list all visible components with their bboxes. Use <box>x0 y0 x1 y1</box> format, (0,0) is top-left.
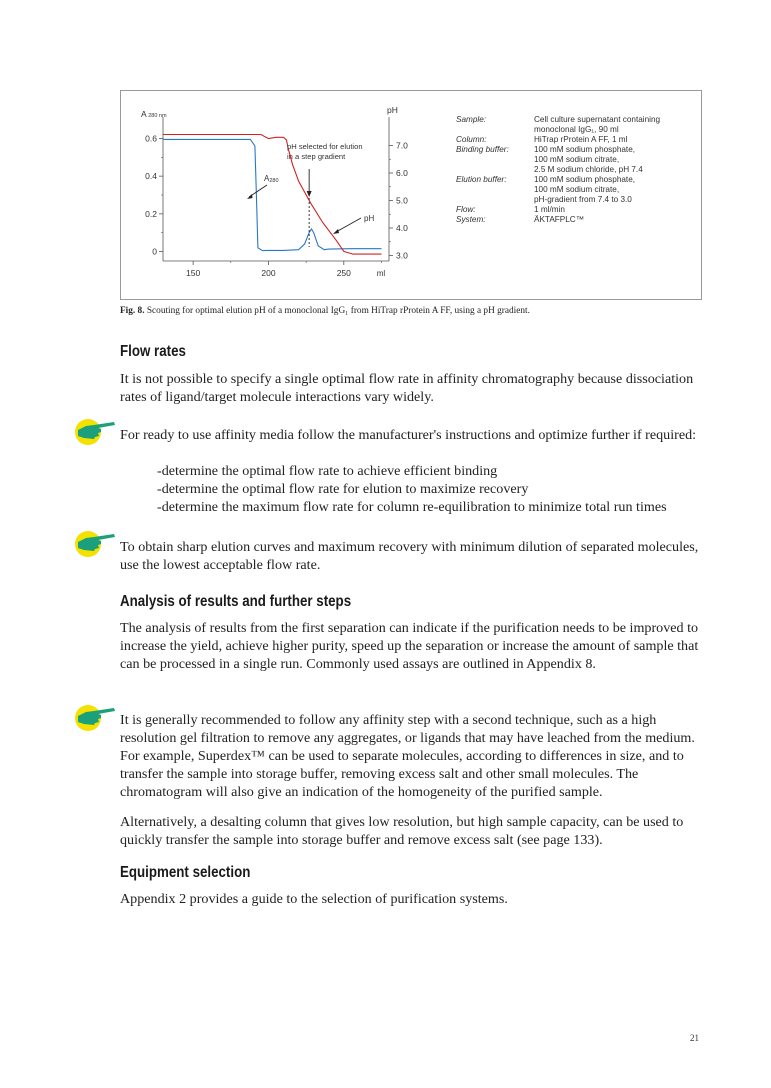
list-item: -determine the optimal flow rate to achieve efficient binding <box>157 463 498 479</box>
right-tick-label: 6.0 <box>396 168 408 178</box>
list-item: -determine the optimal flow rate for elution to maximize recovery <box>157 481 529 497</box>
figure-caption <box>120 306 530 316</box>
series-line-a280 <box>163 139 382 250</box>
caption-text: Scouting for optimal elution pH of a monoclonal IgG₁ from HiTrap rProtein A FF, using a pH gradient. <box>146 306 530 316</box>
info-value-line: Cell culture supernatant containing <box>534 115 661 124</box>
ph-annotation: pH <box>364 214 375 223</box>
equipment-paragraph: Appendix 2 provides a guide to the selection of purification systems. <box>120 891 508 907</box>
list-item: -determine the maximum flow rate for column re-equilibration to minimize total run times <box>157 499 667 515</box>
pointing-hand-icon <box>74 416 118 446</box>
a280-arrow-head <box>247 194 253 199</box>
right-tick-label: 3.0 <box>396 250 408 261</box>
series-line-ph <box>163 135 382 255</box>
info-value-line: 100 mM sodium phosphate, <box>534 145 636 154</box>
flow-rates-tip-1: For ready to use affinity media follow the manufacturer's instructions and optimize further if required: <box>120 427 697 443</box>
x-unit-label: ml <box>376 269 386 278</box>
pointing-hand-icon <box>74 528 118 558</box>
info-row <box>456 115 660 135</box>
y-left-axis-label <box>141 109 167 119</box>
info-value-line: 100 mM sodium citrate, <box>534 155 620 164</box>
info-value <box>534 135 660 145</box>
analysis-tip: It is generally recommended to follow any affinity step with a second technique, such as a high resolution gel filtration to remove any aggregates, or ligands that may have leached from the medium. For example, Superdex™ can be used to separate molecules, according to differences in size, and to transfer the sample into storage buffer, removing excess salt and other small molecules. The chromatogram will also give an indication of the homogeneity of the purified sample. <box>120 712 695 800</box>
info-value-line: ÄKTAFPLC™ <box>534 215 584 224</box>
a280-annotation <box>264 174 279 184</box>
left-tick-label: 0 <box>152 246 157 257</box>
page-number: 21 <box>690 1033 699 1043</box>
method-info <box>456 115 660 225</box>
info-value-line: 2.5 M sodium chloride, pH 7.4 <box>534 165 643 174</box>
info-label: Elution buffer: <box>456 175 507 184</box>
ph-arrow-head <box>333 229 339 234</box>
info-value <box>534 145 660 175</box>
flow-rates-paragraph: It is not possible to specify a single optimal flow rate in affinity chromatography because dissociation rates of ligand/target molecule interactions vary widely. <box>120 371 694 405</box>
info-value-line: HiTrap rProtein A FF, 1 ml <box>534 135 628 144</box>
y-right-axis-label: pH <box>387 105 398 115</box>
info-value <box>534 205 660 215</box>
flow-rates-tip-2: To obtain sharp elution curves and maximum recovery with minimum dilution of separated molecules, use the lowest acceptable flow rate. <box>120 539 699 573</box>
left-tick-label: 0.6 <box>145 133 157 144</box>
y-left-label-main: A <box>141 109 147 119</box>
right-tick-label: 7.0 <box>396 140 408 151</box>
elution-annotation-line1: pH selected for elution <box>287 142 363 151</box>
info-row <box>456 215 660 225</box>
right-tick-label: 5.0 <box>396 195 408 206</box>
left-tick-label: 0.4 <box>145 171 157 182</box>
ph-arrow-shaft <box>336 218 361 232</box>
info-row <box>456 175 660 205</box>
heading-flow-rates: Flow rates <box>120 343 186 360</box>
info-row <box>456 205 660 215</box>
info-row <box>456 135 660 145</box>
info-value <box>534 215 660 225</box>
pointing-hand-icon <box>74 702 118 732</box>
info-value-line: 1 ml/min <box>534 205 565 214</box>
analysis-paragraph-2: Alternatively, a desalting column that gives low resolution, but high sample capacity, can be used to quickly transfer the sample into storage buffer and remove excess salt (see page 133). <box>120 814 684 848</box>
right-tick-label: 4.0 <box>396 223 408 233</box>
caption-label: Fig. 8. <box>120 306 145 316</box>
x-tick-label: 250 <box>336 268 351 278</box>
a280-annotation-sub: 280 <box>269 178 279 184</box>
info-value <box>534 175 660 205</box>
heading-analysis: Analysis of results and further steps <box>120 593 352 610</box>
info-row <box>456 145 660 175</box>
info-value-line: pH-gradient from 7.4 to 3.0 <box>534 195 632 204</box>
figure-box <box>120 90 702 300</box>
info-label: Flow: <box>456 205 476 214</box>
flow-rate-list <box>157 462 717 516</box>
x-tick-label: 200 <box>261 268 276 278</box>
a280-annotation-main: A <box>264 174 270 183</box>
info-value <box>534 115 660 135</box>
info-value-line: 100 mM sodium citrate, <box>534 185 620 194</box>
info-value-line: 100 mM sodium phosphate, <box>534 175 636 184</box>
y-left-label-sub: 280 nm <box>146 113 167 119</box>
left-tick-label: 0.2 <box>145 208 157 219</box>
analysis-paragraph: The analysis of results from the first separation can indicate if the purification needs to be improved to increase the yield, achieve higher purity, speed up the separation or increase the amount of sample that can be processed in a single run. Commonly used assays are outlined in Appendix 8. <box>120 620 699 672</box>
info-label: Sample: <box>456 115 487 124</box>
info-label: Column: <box>456 135 487 144</box>
info-value-line: monoclonal IgG₁, 90 ml <box>534 125 619 134</box>
elution-annotation-line2: in a step gradient <box>287 152 346 161</box>
x-tick-label: 150 <box>186 268 201 278</box>
heading-equipment: Equipment selection <box>120 864 251 881</box>
info-label: System: <box>456 215 486 224</box>
info-label: Binding buffer: <box>456 145 509 154</box>
